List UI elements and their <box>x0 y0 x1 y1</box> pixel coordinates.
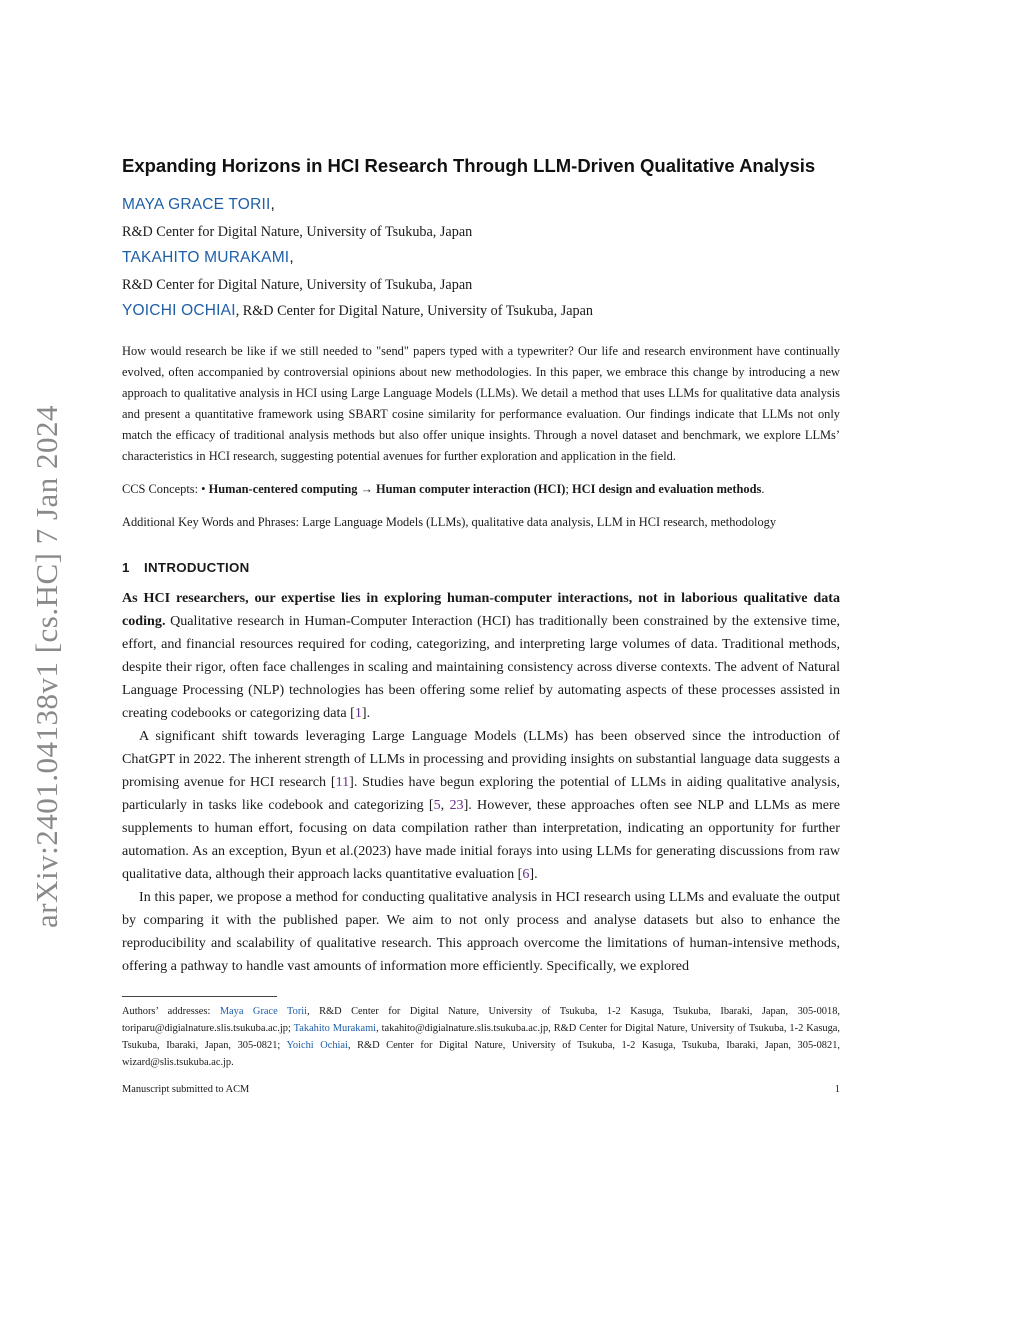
authors-addresses-footnote <box>122 1003 840 1071</box>
intro-p2-comma: , <box>440 797 450 814</box>
ccs-arrow: → <box>360 482 373 497</box>
intro-p2-text-c: ]. However, these approaches often see NLP and LLMs as mere supplements to human effort, focusing on data compilation rather than interpretation, indicating an opportunity for further automation. As an exception, Byun et al.(2023) have made initial forays into using LLMs for generating discussions from raw qualitative data, although their approach lacks quantitative evaluation [ <box>122 797 840 883</box>
footnote-address-3: , R&D Center for Digital Nature, University of Tsukuba, 1-2 Kasuga, Tsukuba, Ibaraki, Japan, 305-0821, wizard@slis.tsukuba.ac.jp. <box>122 1040 840 1069</box>
citation-link[interactable]: 1 <box>354 705 362 722</box>
ccs-concept-3: HCI design and evaluation methods <box>572 482 762 497</box>
citation-link[interactable]: 23 <box>449 797 464 814</box>
footnote-divider <box>122 996 277 997</box>
intro-lead-sentence: As HCI researchers, our expertise lies in exploring human-computer interactions, not in laborious qualitative data coding. <box>122 590 840 630</box>
author-link-3[interactable]: Yoichi Ochiai <box>286 1040 348 1052</box>
page-number: 1 <box>834 1083 840 1095</box>
paper-page <box>122 152 840 1098</box>
author-name-1[interactable]: MAYA GRACE TORII <box>122 196 271 213</box>
abstract: How would research be like if we still needed to "send" papers typed with a typewriter? Our life and research environment have continually evolved, often accompanied by controversial opinions about new methodologies. In this paper, we embrace this change by introducing a new approach to qualitative analysis in HCI using Large Language Models (LLMs). We detail a method that uses LLMs for qualitative data analysis and present a quantitative framework using SBART cosine similarity for performance evaluation. Our findings indicate that LLMs not only match the efficacy of traditional analysis methods but also offer unique insights. Through a novel dataset and benchmark, we explore LLMs’ characteristics in HCI research, suggesting potential avenues for further exploration and application in the field. <box>122 344 840 463</box>
ccs-concept-2: Human computer interaction (HCI) <box>376 482 566 497</box>
footer-manuscript-note: Manuscript submitted to ACM <box>122 1083 250 1095</box>
intro-paragraph-1 <box>122 587 840 725</box>
ccs-separator: ; <box>565 482 569 497</box>
author-affiliation-2: R&D Center for Digital Nature, University of Tsukuba, Japan <box>122 277 473 293</box>
arxiv-identifier-stamp: arXiv:2401.04138v1 [cs.HC] 7 Jan 2024 <box>29 404 64 928</box>
ccs-concept-1: Human-centered computing <box>208 482 358 497</box>
citation-link[interactable]: 11 <box>335 774 350 791</box>
intro-p2-end: ]. <box>529 866 538 883</box>
footnote-lead: Authors’ addresses: <box>122 1006 220 1018</box>
author-block-2: TAKAHITO MURAKAMI, <box>122 249 294 266</box>
page-footer <box>122 1082 840 1098</box>
section-number: 1 <box>122 560 130 576</box>
author-link-2[interactable]: Takahito Murakami <box>293 1023 377 1035</box>
author-affiliation-3: R&D Center for Digital Nature, University of Tsukuba, Japan <box>242 303 594 319</box>
citation-link[interactable]: 6 <box>522 866 530 883</box>
author-name-2[interactable]: TAKAHITO MURAKAMI <box>122 249 290 266</box>
author-link-1[interactable]: Maya Grace Torii <box>219 1006 308 1018</box>
intro-paragraph-2 <box>122 725 840 886</box>
ccs-label: CCS Concepts: • <box>122 482 206 497</box>
section-title: INTRODUCTION <box>144 560 250 576</box>
footnote-address-1: , R&D Center for Digital Nature, University of Tsukuba, 1-2 Kasuga, Tsukuba, Ibaraki, Japan, 305-0018, toriparu@digialnature.slis.tsukuba.ac.jp; <box>122 1006 840 1035</box>
footnote-address-2: , takahito@digialnature.slis.tsukuba.ac.jp, R&D Center for Digital Nature, University of Tsukuba, 1-2 Kasuga, Tsukuba, Ibaraki, Japan, 305-0821; <box>122 1023 840 1052</box>
ccs-end: . <box>761 482 765 497</box>
intro-p2-text-a: A significant shift towards leveraging Large Language Models (LLMs) has been observed since the introduction of ChatGPT in 2022. The inherent strength of LLMs in processing and providing insights on substantial language data suggests a promising avenue for HCI research [ <box>122 728 840 791</box>
citation-link[interactable]: 5 <box>433 797 441 814</box>
section-heading-introduction <box>122 558 840 578</box>
intro-p1-end: ]. <box>361 705 371 722</box>
ccs-concepts <box>122 479 840 499</box>
keywords: Additional Key Words and Phrases: Large Language Models (LLMs), qualitative data analysis, LLM in HCI research, methodology <box>122 515 777 530</box>
intro-p1-text: Qualitative research in Human-Computer Interaction (HCI) has traditionally been constrained by the extensive time, effort, and financial resources required for coding, categorizing, and interpreting large volumes of data. Traditional methods, despite their rigor, often face challenges in scaling and maintaining consistency across diverse contexts. The advent of Natural Language Processing (NLP) technologies has been offering some relief by automating aspects of these processes assisted in creating codebooks or categorizing data [ <box>122 613 840 722</box>
author-affiliation-1: R&D Center for Digital Nature, University of Tsukuba, Japan <box>122 224 473 240</box>
author-block-1: MAYA GRACE TORII, <box>122 196 275 213</box>
intro-p2-text-b: ]. Studies have begun exploring the potential of LLMs in aiding qualitative analysis, particularly in tasks like codebook and categorizing [ <box>122 774 840 814</box>
author-block-3: YOICHI OCHIAI, R&D Center for Digital Nature, University of Tsukuba, Japan <box>122 302 594 319</box>
intro-paragraph-3: In this paper, we propose a method for conducting qualitative analysis in HCI research using LLMs and evaluate the output by comparing it with the published paper. We aim to not only process and analyse datasets but also to enhance the reproducibility and scalability of qualitative research. This approach overcome the limitations of human-intensive methods, offering a pathway to handle vast amounts of information more efficiently. Specifically, we explored <box>122 889 840 975</box>
author-name-3[interactable]: YOICHI OCHIAI <box>122 302 236 319</box>
paper-title: Expanding Horizons in HCI Research Through LLM-Driven Qualitative Analysis <box>122 155 816 176</box>
